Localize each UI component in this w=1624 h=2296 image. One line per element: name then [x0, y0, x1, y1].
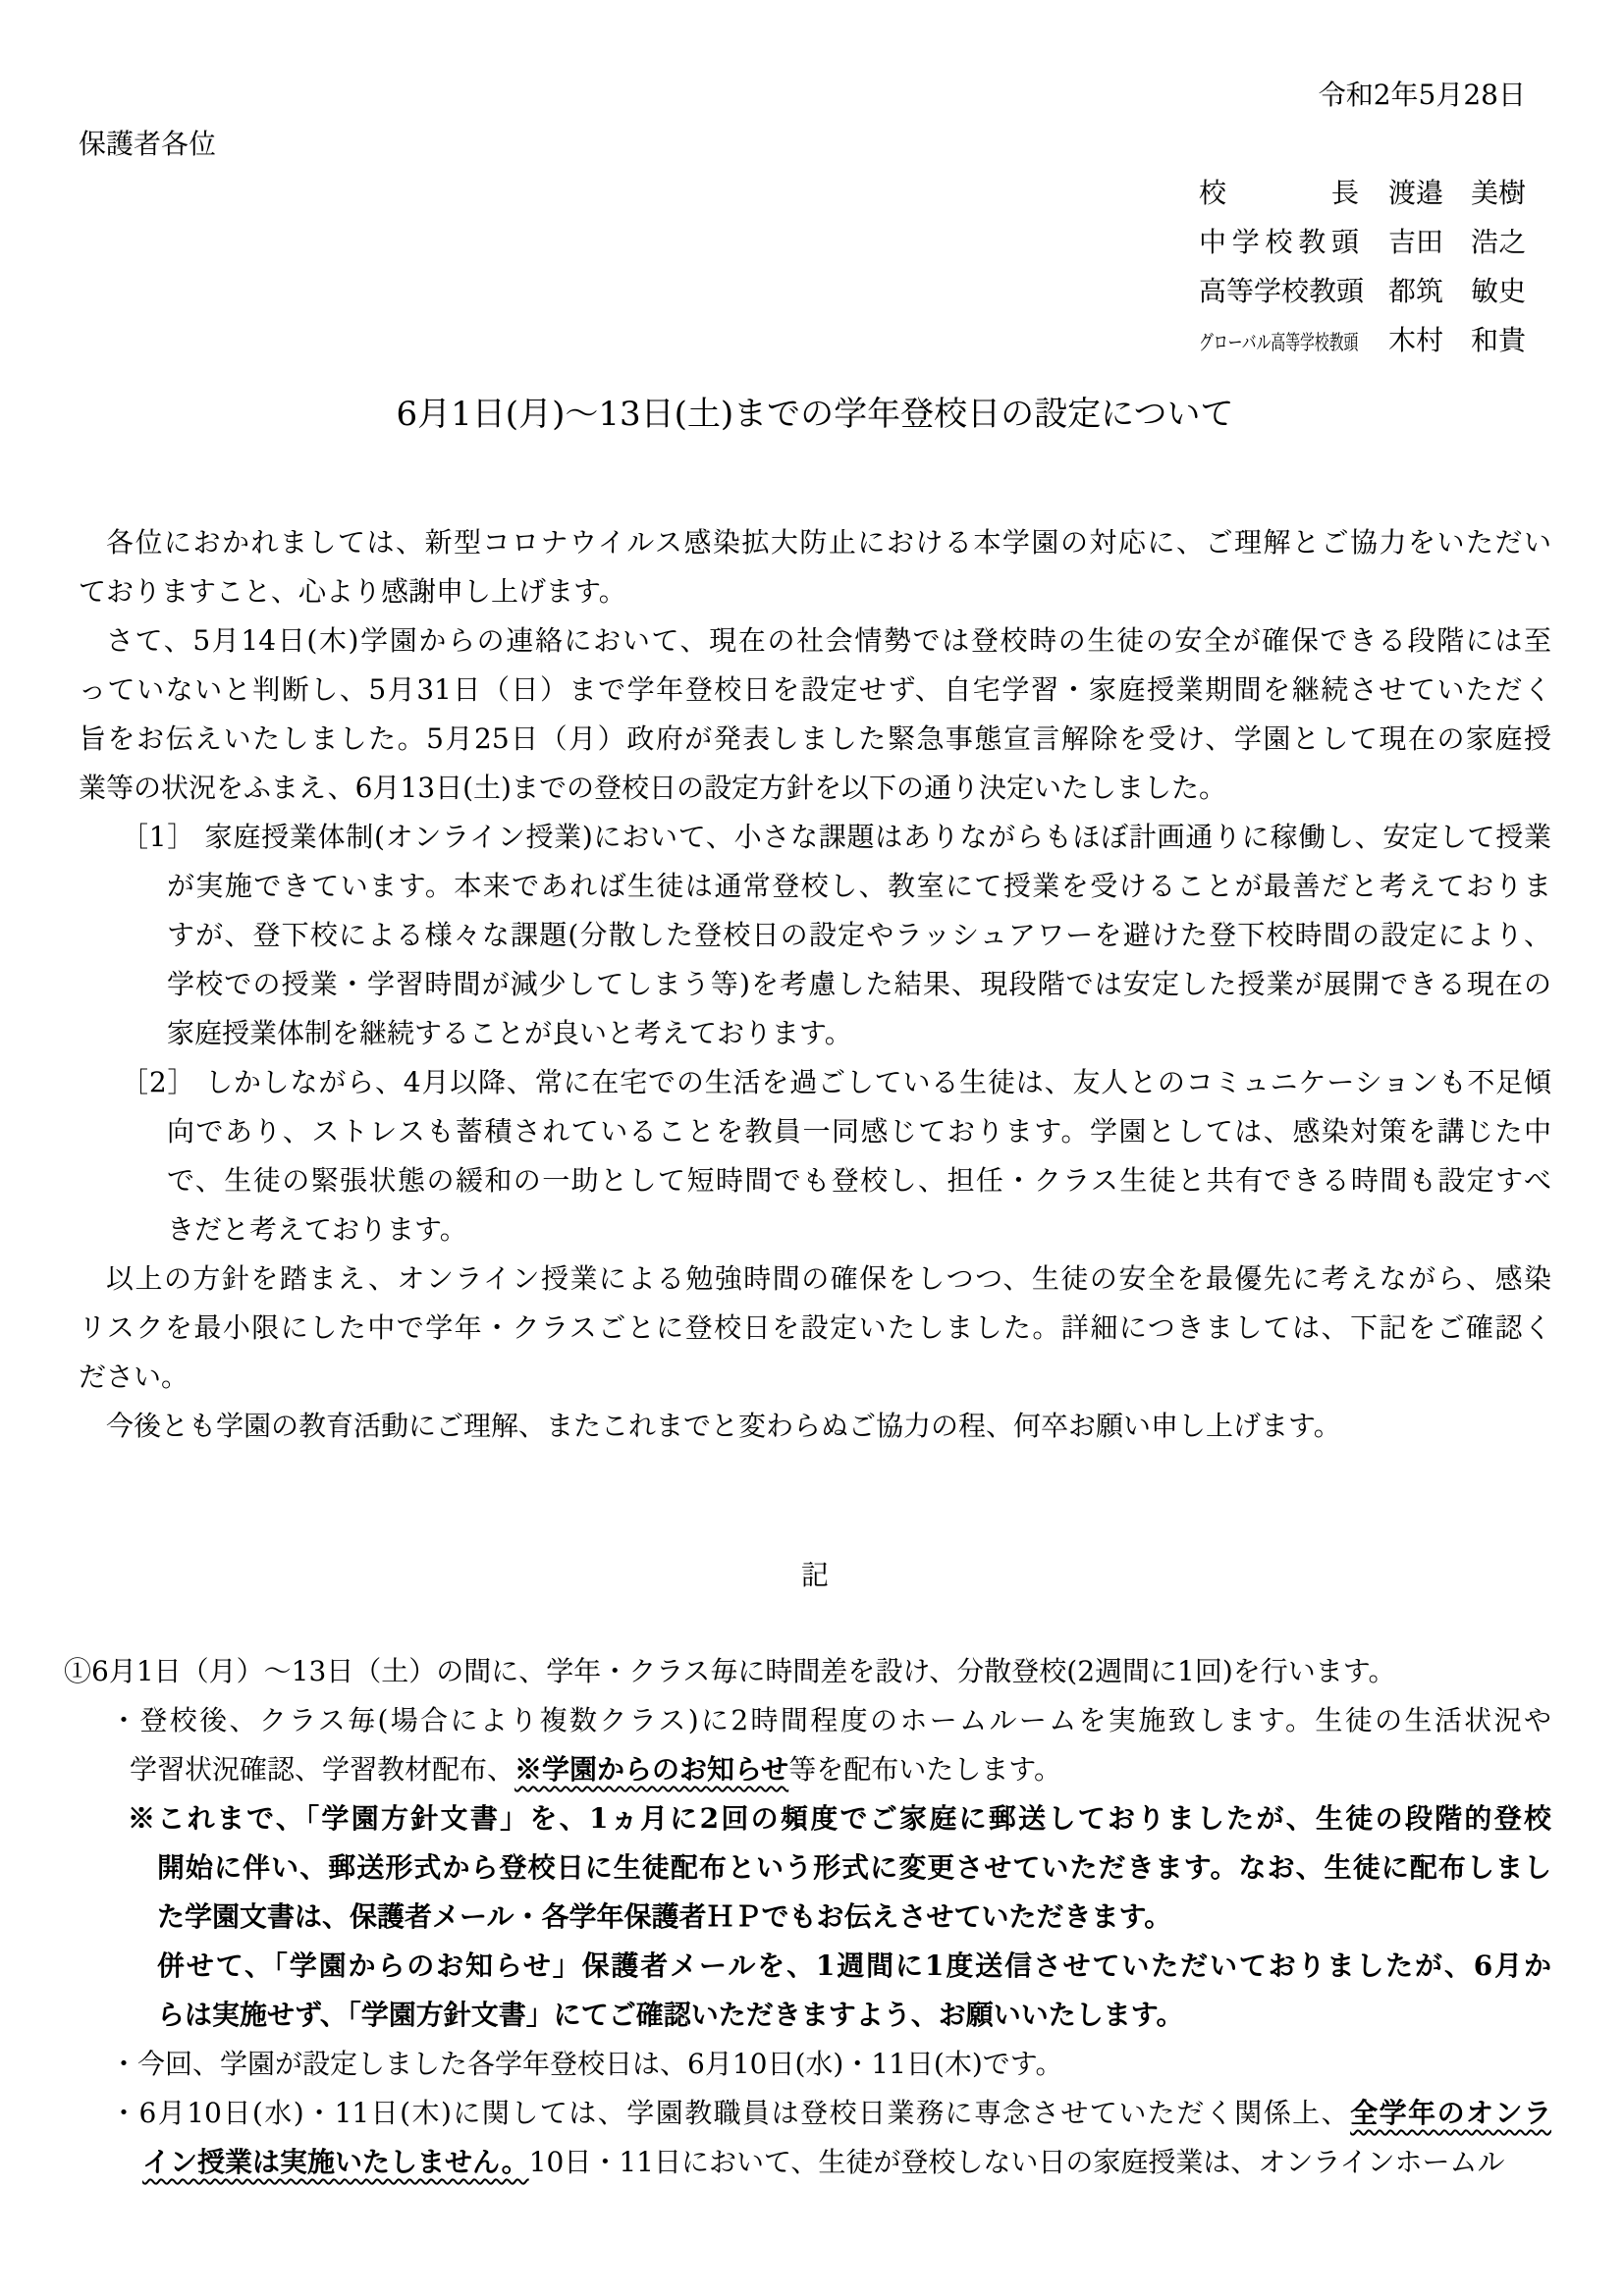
- text-segment: 学習状況確認、学習教材配布、: [130, 1753, 515, 1786]
- bullet-line: ・登校後、クラス毎(場合により複数クラス)に2時間程度のホームルームを実施致します。生徒の生活状況や: [110, 1704, 1551, 1736]
- text-line: [79, 1745, 1551, 1794]
- bullet-line: ・今回、学園が設定しました各学年登校日は、6月10日(水)・11日(木)です。: [110, 2048, 1063, 2080]
- text-segment: ・6月10日(水)・11日(木)に関しては、学園教職員は登校日業務に専念させていただく関係上、: [110, 2097, 1351, 2129]
- note-line: 併せて、「学園からのお知らせ」保護者メールを、1週間に1度送信させていただいておりましたが、6月か: [157, 1949, 1551, 1982]
- text-line: が実施できています。本来であれば生徒は通常登校し、教室にて授業を受けることが最善だと考えておりま: [167, 870, 1551, 902]
- note-line: た学園文書は、保護者メール・各学年保護者ＨＰでもお伝えさせていただきます。: [157, 1900, 1172, 1933]
- note-line: ※これまで、「学園方針文書」を、1ヵ月に2回の頻度でご家庭に郵送しておりましたが、生徒の段階的登校: [128, 1802, 1551, 1835]
- text-line: 旨をお伝えいたしました。5月25日（月）政府が発表しました緊急事態宣言解除を受け、学園として現在の家庭授: [79, 722, 1551, 755]
- wavy-bold-emphasis: イン授業は実施いたしません。: [142, 2146, 529, 2178]
- signer-row: [79, 218, 1551, 267]
- wavy-bold-emphasis: 全学年のオンラ: [1350, 2097, 1551, 2129]
- text-line: 以上の方針を踏まえ、オンライン授業による勉強時間の確保をしつつ、生徒の安全を最優先に考えながら、感染: [106, 1262, 1551, 1295]
- date-label: 令和2年5月28日: [1318, 79, 1526, 111]
- text-line: 学校での授業・学習時間が減少してしまう等)を考慮した結果、現段階では安定した授業が展開できる現在の: [167, 968, 1551, 1000]
- signer-row: [79, 267, 1551, 316]
- list-item-2-line: ［2］ しかしながら、4月以降、常に在宅での生活を過ごしている生徒は、友人とのコミュニケーションも不足傾: [121, 1066, 1551, 1098]
- ki-marker: 記: [800, 1559, 829, 1591]
- signer-name: 木村 和貴: [1388, 324, 1527, 356]
- main-text-block: [79, 518, 1551, 1451]
- recipient-label: 保護者各位: [79, 128, 217, 160]
- note-line: 開始に伴い、郵送形式から登校日に生徒配布という形式に変更させていただきます。なお、生徒に配布しまし: [157, 1851, 1551, 1884]
- text-line: 家庭授業体制を継続することが良いと考えております。: [167, 1017, 852, 1049]
- text-line: 各位におかれましては、新型コロナウイルス感染拡大防止における本学園の対応に、ご理解とご協力をいただい: [106, 526, 1551, 559]
- signer-title: [1199, 316, 1359, 365]
- text-line: さて、5月14日(木)学園からの連絡において、現在の社会情勢では登校時の生徒の安全が確保できる段階には至: [106, 624, 1551, 657]
- list-item-1-line: ［1］ 家庭授業体制(オンライン授業)において、小さな課題はありながらもほぼ計画通りに稼働し、安定して授業: [121, 821, 1551, 853]
- document-title: 6月1日(月)～13日(土)までの学年登校日の設定について: [396, 395, 1234, 434]
- text-segment: 等を配布いたします。: [788, 1753, 1061, 1786]
- text-segment: 10日・11日において、生徒が登校しない日の家庭授業は、オンラインホームル: [528, 2146, 1505, 2178]
- text-line: きだと考えております。: [167, 1213, 467, 1246]
- note-line: らは実施せず、「学園方針文書」にてご確認いただきますよう、お願いいたします。: [157, 1999, 1184, 2031]
- text-line: ておりますこと、心より感謝申し上げます。: [79, 575, 626, 608]
- wavy-bold-emphasis: ※学園からのお知らせ: [514, 1753, 789, 1786]
- numbered-item-line: ①6月1日（月）～13日（土）の間に、学年・クラス毎に時間差を設け、分散登校(2週間に1回)を行います。: [64, 1655, 1396, 1687]
- signer-block: [79, 169, 1551, 365]
- text-line: ださい。: [79, 1361, 189, 1393]
- signer-row: [79, 316, 1551, 365]
- text-line: で、生徒の緊張状態の緩和の一助として短時間でも登校し、担任・クラス生徒と共有できる時間も設定すべ: [167, 1164, 1551, 1197]
- signer-name: 渡邉 美樹: [1388, 177, 1527, 209]
- signer-title: 高等学校教頭: [1199, 275, 1365, 307]
- text-line: っていないと判断し、5月31日（日）まで学年登校日を設定せず、自宅学習・家庭授業期間を継続させていただく: [79, 673, 1551, 706]
- text-line: すが、登下校による様々な課題(分散した登校日の設定やラッシュアワーを避けた登下校時間の設定により、: [167, 919, 1551, 951]
- details-text-block: [64, 1647, 1551, 2187]
- bullet-line: [79, 2089, 1551, 2138]
- text-line: 今後とも学園の教育活動にご理解、またこれまでと変わらぬご協力の程、何卒お願い申し上げます。: [106, 1410, 1341, 1442]
- text-line: 向であり、ストレスも蓄積されていることを教員一同感じております。学園としては、感染対策を講じた中: [167, 1115, 1551, 1148]
- signer-title-compressed: グローバル高等学校教頭: [1199, 331, 1359, 354]
- signer-row: [79, 169, 1551, 218]
- text-line: リスクを最小限にした中で学年・クラスごとに登校日を設定いたしました。詳細につきましては、下記をご確認く: [79, 1311, 1551, 1344]
- signer-title: 中学校教頭: [1199, 226, 1359, 258]
- signer-name: 吉田 浩之: [1388, 226, 1527, 258]
- signer-name: 都筑 敏史: [1388, 275, 1527, 307]
- signer-title: 校 長: [1199, 177, 1359, 209]
- text-line: 業等の状況をふまえ、6月13日(土)までの登校日の設定方針を以下の通り決定いたしました。: [79, 772, 1226, 804]
- text-line: [79, 2138, 1551, 2187]
